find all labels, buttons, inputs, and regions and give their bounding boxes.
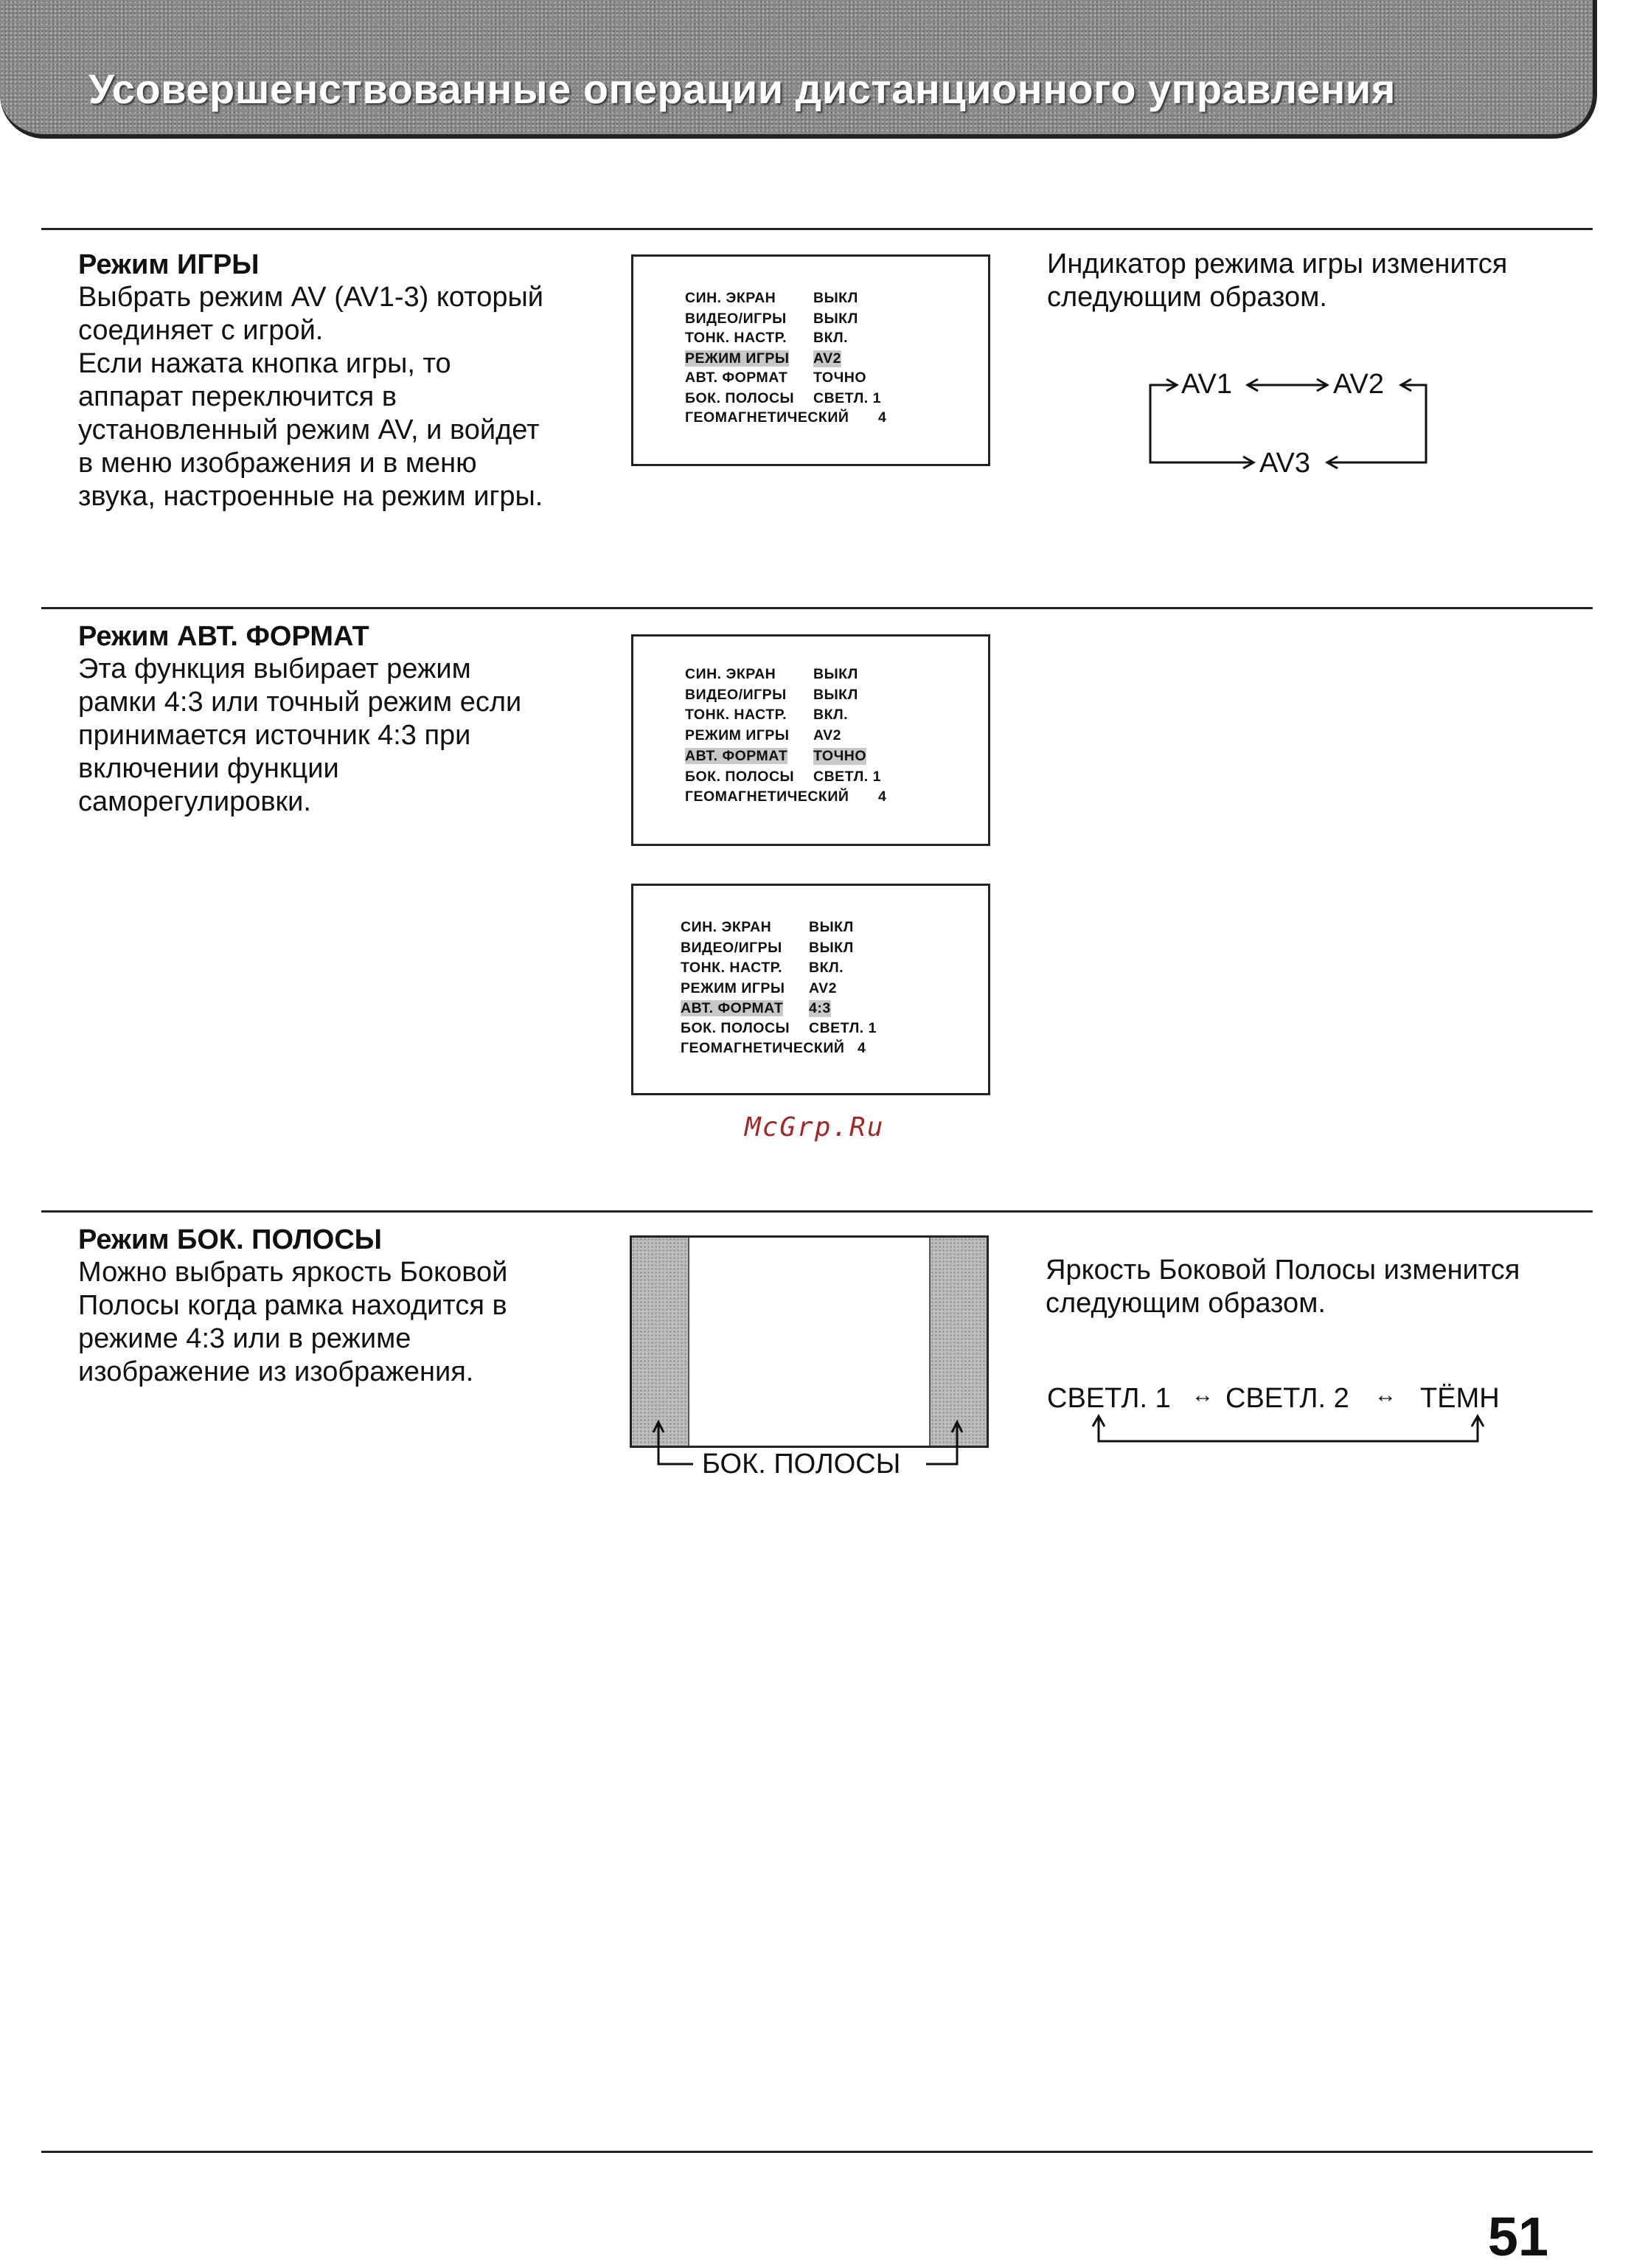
menu-row: ГЕОМАГНЕТИЧЕСКИЙ 4 bbox=[685, 788, 887, 805]
menu-row: СИН. ЭКРАН ВЫКЛ bbox=[681, 919, 854, 935]
page-number: 51 bbox=[1487, 2206, 1548, 2267]
cycle-label-dark: ТЁМН bbox=[1420, 1383, 1500, 1414]
text-line: соединяет с игрой. bbox=[78, 315, 324, 346]
menu-row: БОК. ПОЛОСЫ СВЕТЛ. 1 bbox=[681, 1020, 877, 1036]
menu-row-highlighted: АВТ. ФОРМАТ 4:3 bbox=[681, 1000, 831, 1016]
text-line: Индикатор режима игры изменится bbox=[1047, 249, 1508, 280]
text-line: установленный режим AV, и войдет bbox=[78, 415, 540, 445]
menu-row: ВИДЕО/ИГРЫ ВЫКЛ bbox=[681, 940, 854, 956]
text-line: Выбрать режим AV (AV1-3) который bbox=[78, 282, 544, 313]
menu-row-highlighted: АВТ. ФОРМАТ ТОЧНО bbox=[685, 748, 867, 764]
cycle-separator: ↔ bbox=[1374, 1383, 1397, 1407]
menu-row: ГЕОМАГНЕТИЧЕСКИЙ 4 bbox=[681, 1040, 866, 1056]
cycle-label-light2: СВЕТЛ. 2 bbox=[1225, 1383, 1349, 1414]
cycle-label-av1: AV1 bbox=[1181, 369, 1233, 400]
cycle-label-av2: AV2 bbox=[1333, 369, 1385, 400]
game-mode-heading: Режим ИГРЫ bbox=[78, 249, 260, 280]
text-line: следующим образом. bbox=[1047, 282, 1327, 313]
text-line: Можно выбрать яркость Боковой bbox=[78, 1257, 508, 1288]
text-line: режиме 4:3 или в режиме bbox=[78, 1323, 411, 1354]
menu-row: ТОНК. НАСТР. ВКЛ. bbox=[681, 960, 844, 976]
side-bars-label: БОК. ПОЛОСЫ bbox=[702, 1449, 901, 1480]
menu-row: АВТ. ФОРМАТ ТОЧНО bbox=[685, 370, 867, 386]
menu-row: ВИДЕО/ИГРЫ ВЫКЛ bbox=[685, 687, 858, 703]
text-line: Яркость Боковой Полосы изменится bbox=[1046, 1255, 1520, 1286]
page-title: Усовершенствованные операции дистанционного управления bbox=[88, 66, 1396, 112]
menu-row: ГЕОМАГНЕТИЧЕСКИЙ 4 bbox=[685, 409, 887, 426]
cycle-label-av3: AV3 bbox=[1259, 448, 1311, 479]
auto-format-heading: Режим АВТ. ФОРМАТ bbox=[78, 621, 369, 652]
menu-row: РЕЖИМ ИГРЫ AV2 bbox=[681, 980, 837, 996]
text-line: Полосы когда рамка находится в bbox=[78, 1290, 507, 1321]
menu-row: СИН. ЭКРАН ВЫКЛ bbox=[685, 666, 858, 682]
text-line: аппарат переключится в bbox=[78, 381, 397, 412]
menu-row: БОК. ПОЛОСЫ СВЕТЛ. 1 bbox=[685, 390, 881, 406]
cycle-label-light1: СВЕТЛ. 1 bbox=[1047, 1383, 1171, 1414]
menu-row: РЕЖИМ ИГРЫ AV2 bbox=[685, 727, 841, 743]
text-line: изображение из изображения. bbox=[78, 1356, 474, 1387]
menu-row: ТОНК. НАСТР. ВКЛ. bbox=[685, 707, 849, 723]
text-line: Эта функция выбирает режим bbox=[78, 653, 471, 684]
menu-row: БОК. ПОЛОСЫ СВЕТЛ. 1 bbox=[685, 769, 881, 785]
text-line: рамки 4:3 или точный режим если bbox=[78, 687, 522, 718]
menu-row: ТОНК. НАСТР. ВКЛ. bbox=[685, 330, 849, 346]
text-line: включении функции bbox=[78, 753, 339, 784]
text-line: звука, настроенные на режим игры. bbox=[78, 481, 543, 512]
side-bars-heading: Режим БОК. ПОЛОСЫ bbox=[78, 1224, 382, 1255]
cycle-separator: ↔ bbox=[1192, 1383, 1214, 1407]
text-line: в меню изображения и в меню bbox=[78, 448, 477, 479]
watermark: McGrp.Ru bbox=[745, 1112, 885, 1142]
menu-row: СИН. ЭКРАН ВЫКЛ bbox=[685, 290, 858, 306]
text-line: саморегулировки. bbox=[78, 786, 311, 817]
text-line: Если нажата кнопка игры, то bbox=[78, 348, 451, 379]
menu-row: ВИДЕО/ИГРЫ ВЫКЛ bbox=[685, 311, 858, 327]
text-line: принимается источник 4:3 при bbox=[78, 720, 471, 751]
menu-row-highlighted: РЕЖИМ ИГРЫ AV2 bbox=[685, 350, 841, 367]
text-line: следующим образом. bbox=[1046, 1288, 1326, 1319]
